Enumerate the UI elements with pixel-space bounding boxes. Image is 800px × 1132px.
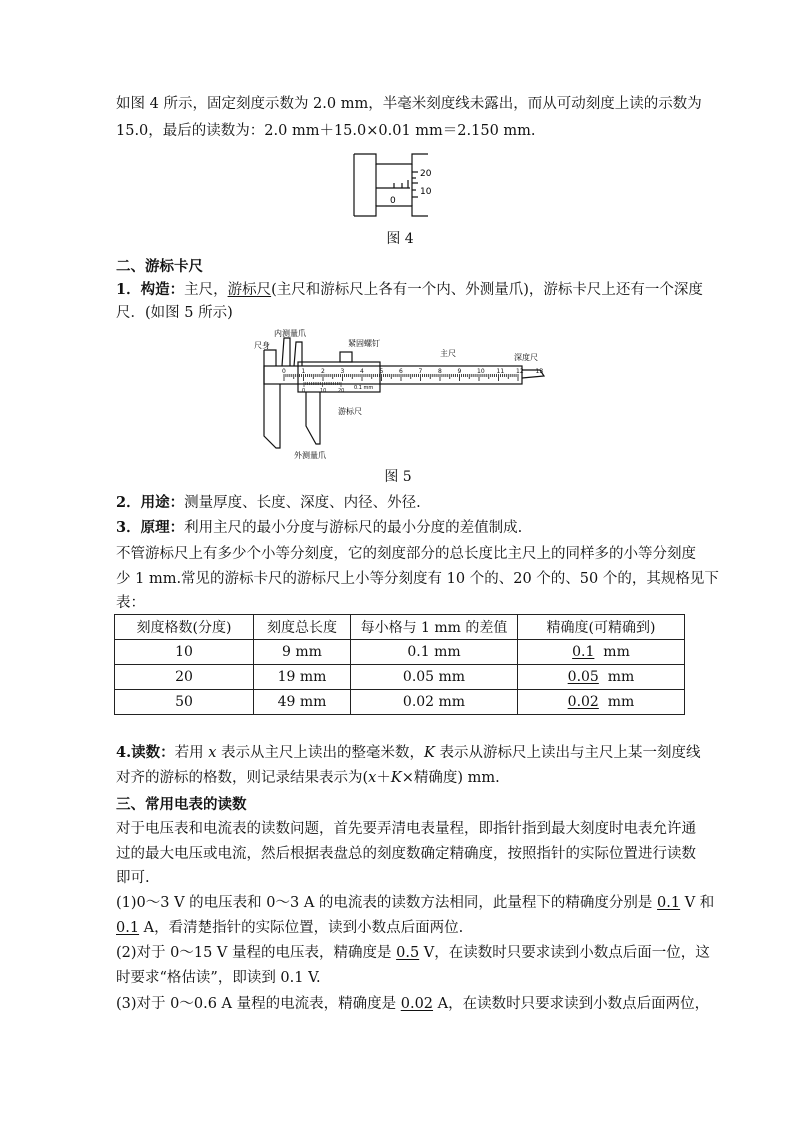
construction-vernier-term: 游标尺 <box>227 282 272 298</box>
vernier-number: 0 <box>302 388 306 394</box>
item3-value: 0.02 <box>400 996 434 1012</box>
main-scale-number: 12 <box>516 368 524 375</box>
principle-p2: 少 1 mm.常见的游标卡尺的游标尺上小等分刻度有 10 个的、20 个的、50 个的，其规格见下 <box>116 571 719 587</box>
table-header: 精确度(可精确到) <box>518 615 685 640</box>
section3-p2: 过的最大电压或电流，然后根据表盘总的刻度数确定精确度，按照指针的实际位置进行读数 <box>116 846 696 862</box>
fig5-label-ruler-body: 尺身 <box>254 341 270 350</box>
main-scale-number: 9 <box>457 368 462 375</box>
usage-label: 2．用途： <box>116 494 185 511</box>
table-row <box>115 665 685 690</box>
item1-line2 <box>116 917 463 939</box>
main-scale-number: 13 <box>535 368 544 375</box>
item2-b: V，在读数时只要求读到小数点后面一位，这 <box>419 945 710 961</box>
reading-line2 <box>116 767 500 789</box>
table-header: 刻度总长度 <box>254 615 351 640</box>
fig5-label-vernier: 游标尺 <box>338 407 362 416</box>
table-cell <box>518 690 685 715</box>
main-scale-number: 11 <box>496 368 505 375</box>
main-scale-number: 3 <box>340 368 345 375</box>
main-scale-number: 2 <box>321 368 325 375</box>
fig5-label-screw: 紧固螺钉 <box>348 339 380 348</box>
fig4-label-20: 20 <box>420 169 432 179</box>
item2-line2: 时要求“格估读”，即读到 0.1 V. <box>116 970 321 986</box>
construction-line1 <box>116 279 703 301</box>
micrometer-intro-line1: 如图 4 所示，固定刻度示数为 2.0 mm，半毫米刻度线未露出，而从可动刻度上读的示数为 <box>116 96 702 112</box>
principle-line <box>116 517 522 539</box>
construction-line2: 尺．(如图 5 所示) <box>116 305 233 321</box>
table-cell: 49 mm <box>254 690 351 715</box>
item1-value1: 0.1 <box>657 895 681 911</box>
section3-heading: 三、常用电表的读数 <box>116 796 247 813</box>
reading-line1 <box>116 742 701 764</box>
fig4-label-0: 0 <box>390 196 396 206</box>
reading-c: 表示从游标尺上读出与主尺上某一刻度线 <box>434 745 701 761</box>
fig5-label-depth-rod: 深度尺 <box>514 353 538 362</box>
table-row <box>115 690 685 715</box>
principle-label: 3．原理： <box>116 519 185 536</box>
main-scale-number: 5 <box>379 368 384 375</box>
principle-p1: 不管游标尺上有多少个小等分刻度，它的刻度部分的总长度比主尺上的同样多的小等分刻度 <box>116 546 696 562</box>
main-scale-number: 0 <box>282 368 286 375</box>
table-cell: 10 <box>115 640 254 665</box>
figure4-micrometer <box>352 150 442 220</box>
vernier-spec-table <box>114 614 685 715</box>
item1-b: V 和 <box>680 895 715 911</box>
construction-text-b: (主尺和游标尺上各有一个内、外测量爪)，游标卡尺上还有一个深度 <box>271 282 703 298</box>
principle-p3: 表： <box>116 595 145 611</box>
main-scale-number: 8 <box>438 368 442 375</box>
section3-p1: 对于电压表和电流表的读数问题，首先要弄清电表量程，即指针指到最大刻度时电表允许通 <box>116 821 696 837</box>
fig4-label-10: 10 <box>420 187 432 197</box>
table-cell: 9 mm <box>254 640 351 665</box>
main-scale-number: 6 <box>399 368 403 375</box>
main-scale-number: 10 <box>477 368 485 375</box>
main-scale-number: 1 <box>301 368 306 375</box>
precision-unit: mm <box>607 669 635 685</box>
micrometer-intro-line2: 15.0，最后的读数为：2.0 mm＋15.0×0.01 mm＝2.150 mm. <box>116 123 536 139</box>
section3-p3: 即可. <box>116 870 150 886</box>
reading-x: x <box>208 745 217 761</box>
table-cell: 0.05 mm <box>351 665 518 690</box>
table-cell: 0.02 mm <box>351 690 518 715</box>
precision-value: 0.1 <box>572 644 595 660</box>
precision-value: 0.02 <box>567 694 599 710</box>
main-scale-number: 7 <box>418 368 423 375</box>
figure5-caliper <box>254 326 554 460</box>
reading-k: K <box>424 745 435 761</box>
fig5-vernier-unit: 0.1 mm <box>354 385 374 391</box>
item3-a: (3)对于 0～0.6 A 量程的电流表，精确度是 <box>116 996 401 1012</box>
reading-line2-x: x <box>368 770 377 786</box>
figure5-caption: 图 5 <box>384 469 412 485</box>
table-cell: 50 <box>115 690 254 715</box>
table-row <box>115 640 685 665</box>
fig5-label-outer-jaw: 外测量爪 <box>294 451 326 460</box>
precision-unit: mm <box>607 694 635 710</box>
vernier-number: 10 <box>320 388 327 394</box>
table-header-row <box>115 615 685 640</box>
table-cell: 0.1 mm <box>351 640 518 665</box>
table-header: 刻度格数(分度) <box>115 615 254 640</box>
fig5-label-main-scale: 主尺 <box>440 349 456 358</box>
usage-text: 测量厚度、长度、深度、内径、外径. <box>184 495 421 511</box>
fig5-label-inner-jaw: 内测量爪 <box>274 329 306 338</box>
item3-line1 <box>116 993 709 1015</box>
item1-value2: 0.1 <box>116 920 140 936</box>
item1-line1 <box>116 892 714 914</box>
construction-text-a: 主尺， <box>184 282 228 298</box>
reading-line2-a: 对齐的游标的格数，则记录结果表示为( <box>116 770 369 786</box>
item1-a: (1)0～3 V 的电压表和 0～3 A 的电流表的读数方法相同，此量程下的精确度分别是 <box>116 895 658 911</box>
table-cell: 19 mm <box>254 665 351 690</box>
item2-value: 0.5 <box>396 945 420 961</box>
vernier-number: 20 <box>338 388 345 394</box>
precision-unit: mm <box>603 644 630 660</box>
section2-heading: 二、游标卡尺 <box>116 258 203 275</box>
reading-a: 若用 <box>174 745 209 761</box>
table-cell <box>518 665 685 690</box>
reading-line2-k: K <box>390 770 402 786</box>
reading-b: 表示从主尺上读出的整毫米数， <box>216 745 425 761</box>
usage-line <box>116 492 421 514</box>
figure4-caption: 图 4 <box>386 231 414 247</box>
table-cell: 20 <box>115 665 254 690</box>
precision-value: 0.05 <box>567 669 599 685</box>
construction-label: 1．构造： <box>116 281 185 298</box>
item2-a: (2)对于 0～15 V 量程的电压表，精确度是 <box>116 945 397 961</box>
item1-c: A，看清楚指针的实际位置，读到小数点后面两位. <box>139 920 464 936</box>
item2-line1 <box>116 942 710 964</box>
item3-b: A，在读数时只要求读到小数点后面两位， <box>433 996 710 1012</box>
main-scale-number: 4 <box>360 368 364 375</box>
table-header: 每小格与 1 mm 的差值 <box>351 615 518 640</box>
reading-line2-c: ×精确度) mm. <box>401 770 500 786</box>
table-cell <box>518 640 685 665</box>
principle-text: 利用主尺的最小分度与游标尺的最小分度的差值制成. <box>184 520 523 536</box>
reading-line2-b: ＋ <box>376 770 391 786</box>
reading-label: 4.读数： <box>116 744 175 761</box>
